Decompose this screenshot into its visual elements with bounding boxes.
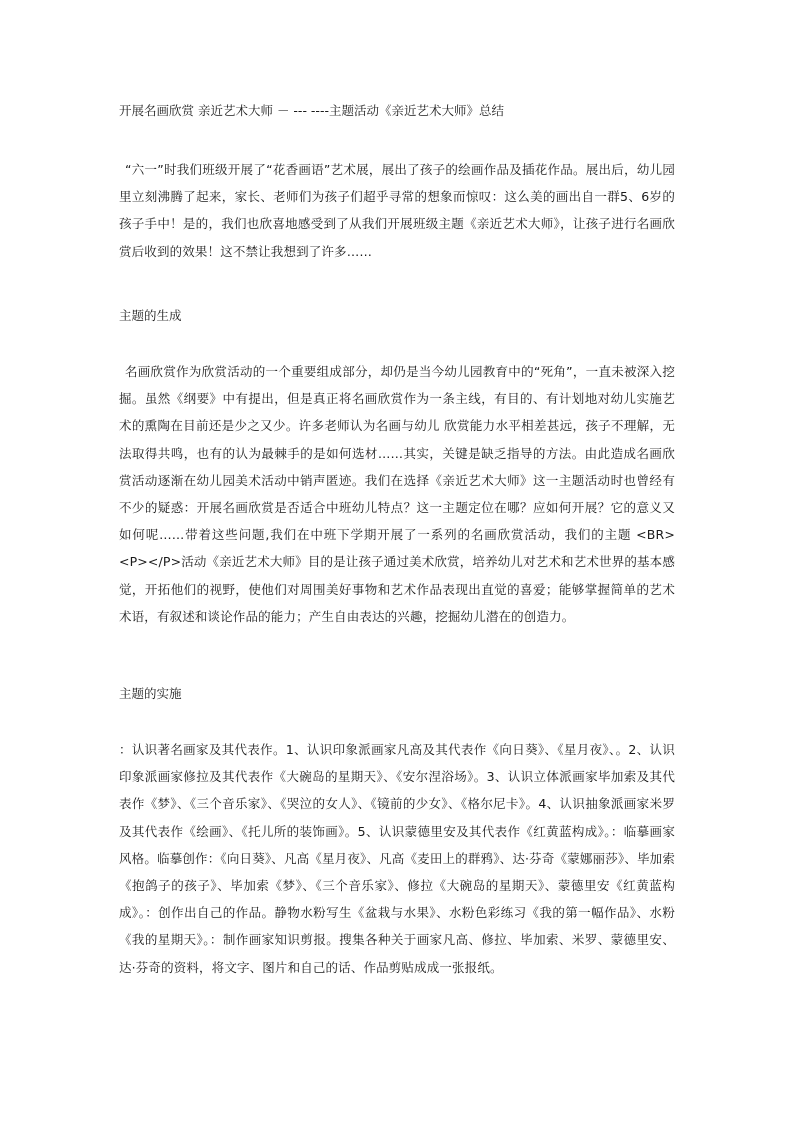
generation-paragraph: 名画欣赏作为欣赏活动的一个重要组成部分，却仍是当今幼儿园教育中的“死角”，一直未被深入挖掘。虽然《纲要》中有提出，但是真正将名画欣赏作为一条主线，有目的、有计划地对幼儿实施艺术的熏陶在目前还是少之又少。许多老师认为名画与幼儿 欣赏能力水平相差甚远，孩子不理解，无法取得共鸣，也有的认为最棘手的是如何选材……其实，关键是缺乏指导的方法。由此造成名画欣赏活动逐渐在幼儿园美术活动中销声匿迹。我们在选择《亲近艺术大师》这一主题活动时也曾经有不少的疑惑：开展名画欣赏是否适合中班幼儿特点？这一主题定位在哪？应如何开展？它的意义又如何呢……带着这些问题,我们在中班下学期开展了一系列的名画欣赏活动，我们的主题 <BR><P></P>活动《亲近艺术大师》目的是让孩子通过美术欣赏，培养幼儿对艺术和艺术世界的基本感觉，开拓他们的视野，使他们对周围美好事物和艺术作品表现出直觉的喜爱；能够掌握简单的艺术术语，有叙述和谈论作品的能力；产生自由表达的兴趣，挖掘幼儿潜在的创造力。 [119, 364, 675, 624]
section-heading-implementation: 主题的实施 [119, 686, 182, 701]
section-heading-generation: 主题的生成 [119, 308, 182, 323]
document-title: 开展名画欣赏 亲近艺术大师 － --- ----主题活动《亲近艺术大师》总结 [119, 103, 504, 118]
implementation-paragraph: ：认识著名画家及其代表作。1、认识印象派画家凡高及其代表作《向日葵》、《星月夜》、。2、认识印象派画家修拉及其代表作《大碗岛的星期天》、《安尔涅浴场》。3、认识立体派画家毕加索及其代表作《梦》、《三个音乐家》、《哭泣的女人》、《镜前的少女》、《格尔尼卡》。4、认识抽象派画家米罗及其代表作《绘画》、《托儿所的装饰画》。5、认识蒙德里安及其代表作《红黄蓝构成》。：临摹画家风格。临摹创作：《向日葵》、凡高《星月夜》、凡高《麦田上的群鸦》、达·芬奇《蒙娜丽莎》、毕加索《抱鸽子的孩子》、毕加索《梦》、《三个音乐家》、修拉《大碗岛的星期天》、蒙德里安《红黄蓝构成》。：创作出自己的作品。静物水粉写生《盆栽与水果》、水粉色彩练习《我的第一幅作品》、水粉《我的星期天》。：制作画家知识剪报。搜集各种关于画家凡高、修拉、毕加索、米罗、蒙德里安、达·芬奇的资料，将文字、图片和自己的话、作品剪贴成成一张报纸。 [119, 742, 675, 975]
intro-paragraph: “六一”时我们班级开展了“花香画语”艺术展，展出了孩子的绘画作品及插花作品。展出后，幼儿园里立刻沸腾了起来，家长、老师们为孩子们超乎寻常的想象而惊叹：这么美的画出自一群5、6岁的孩子手中！是的，我们也欣喜地感受到了从我们开展班级主题《亲近艺术大师》，让孩子进行名画欣赏后收到的效果！这不禁让我想到了许多…… [119, 162, 675, 259]
